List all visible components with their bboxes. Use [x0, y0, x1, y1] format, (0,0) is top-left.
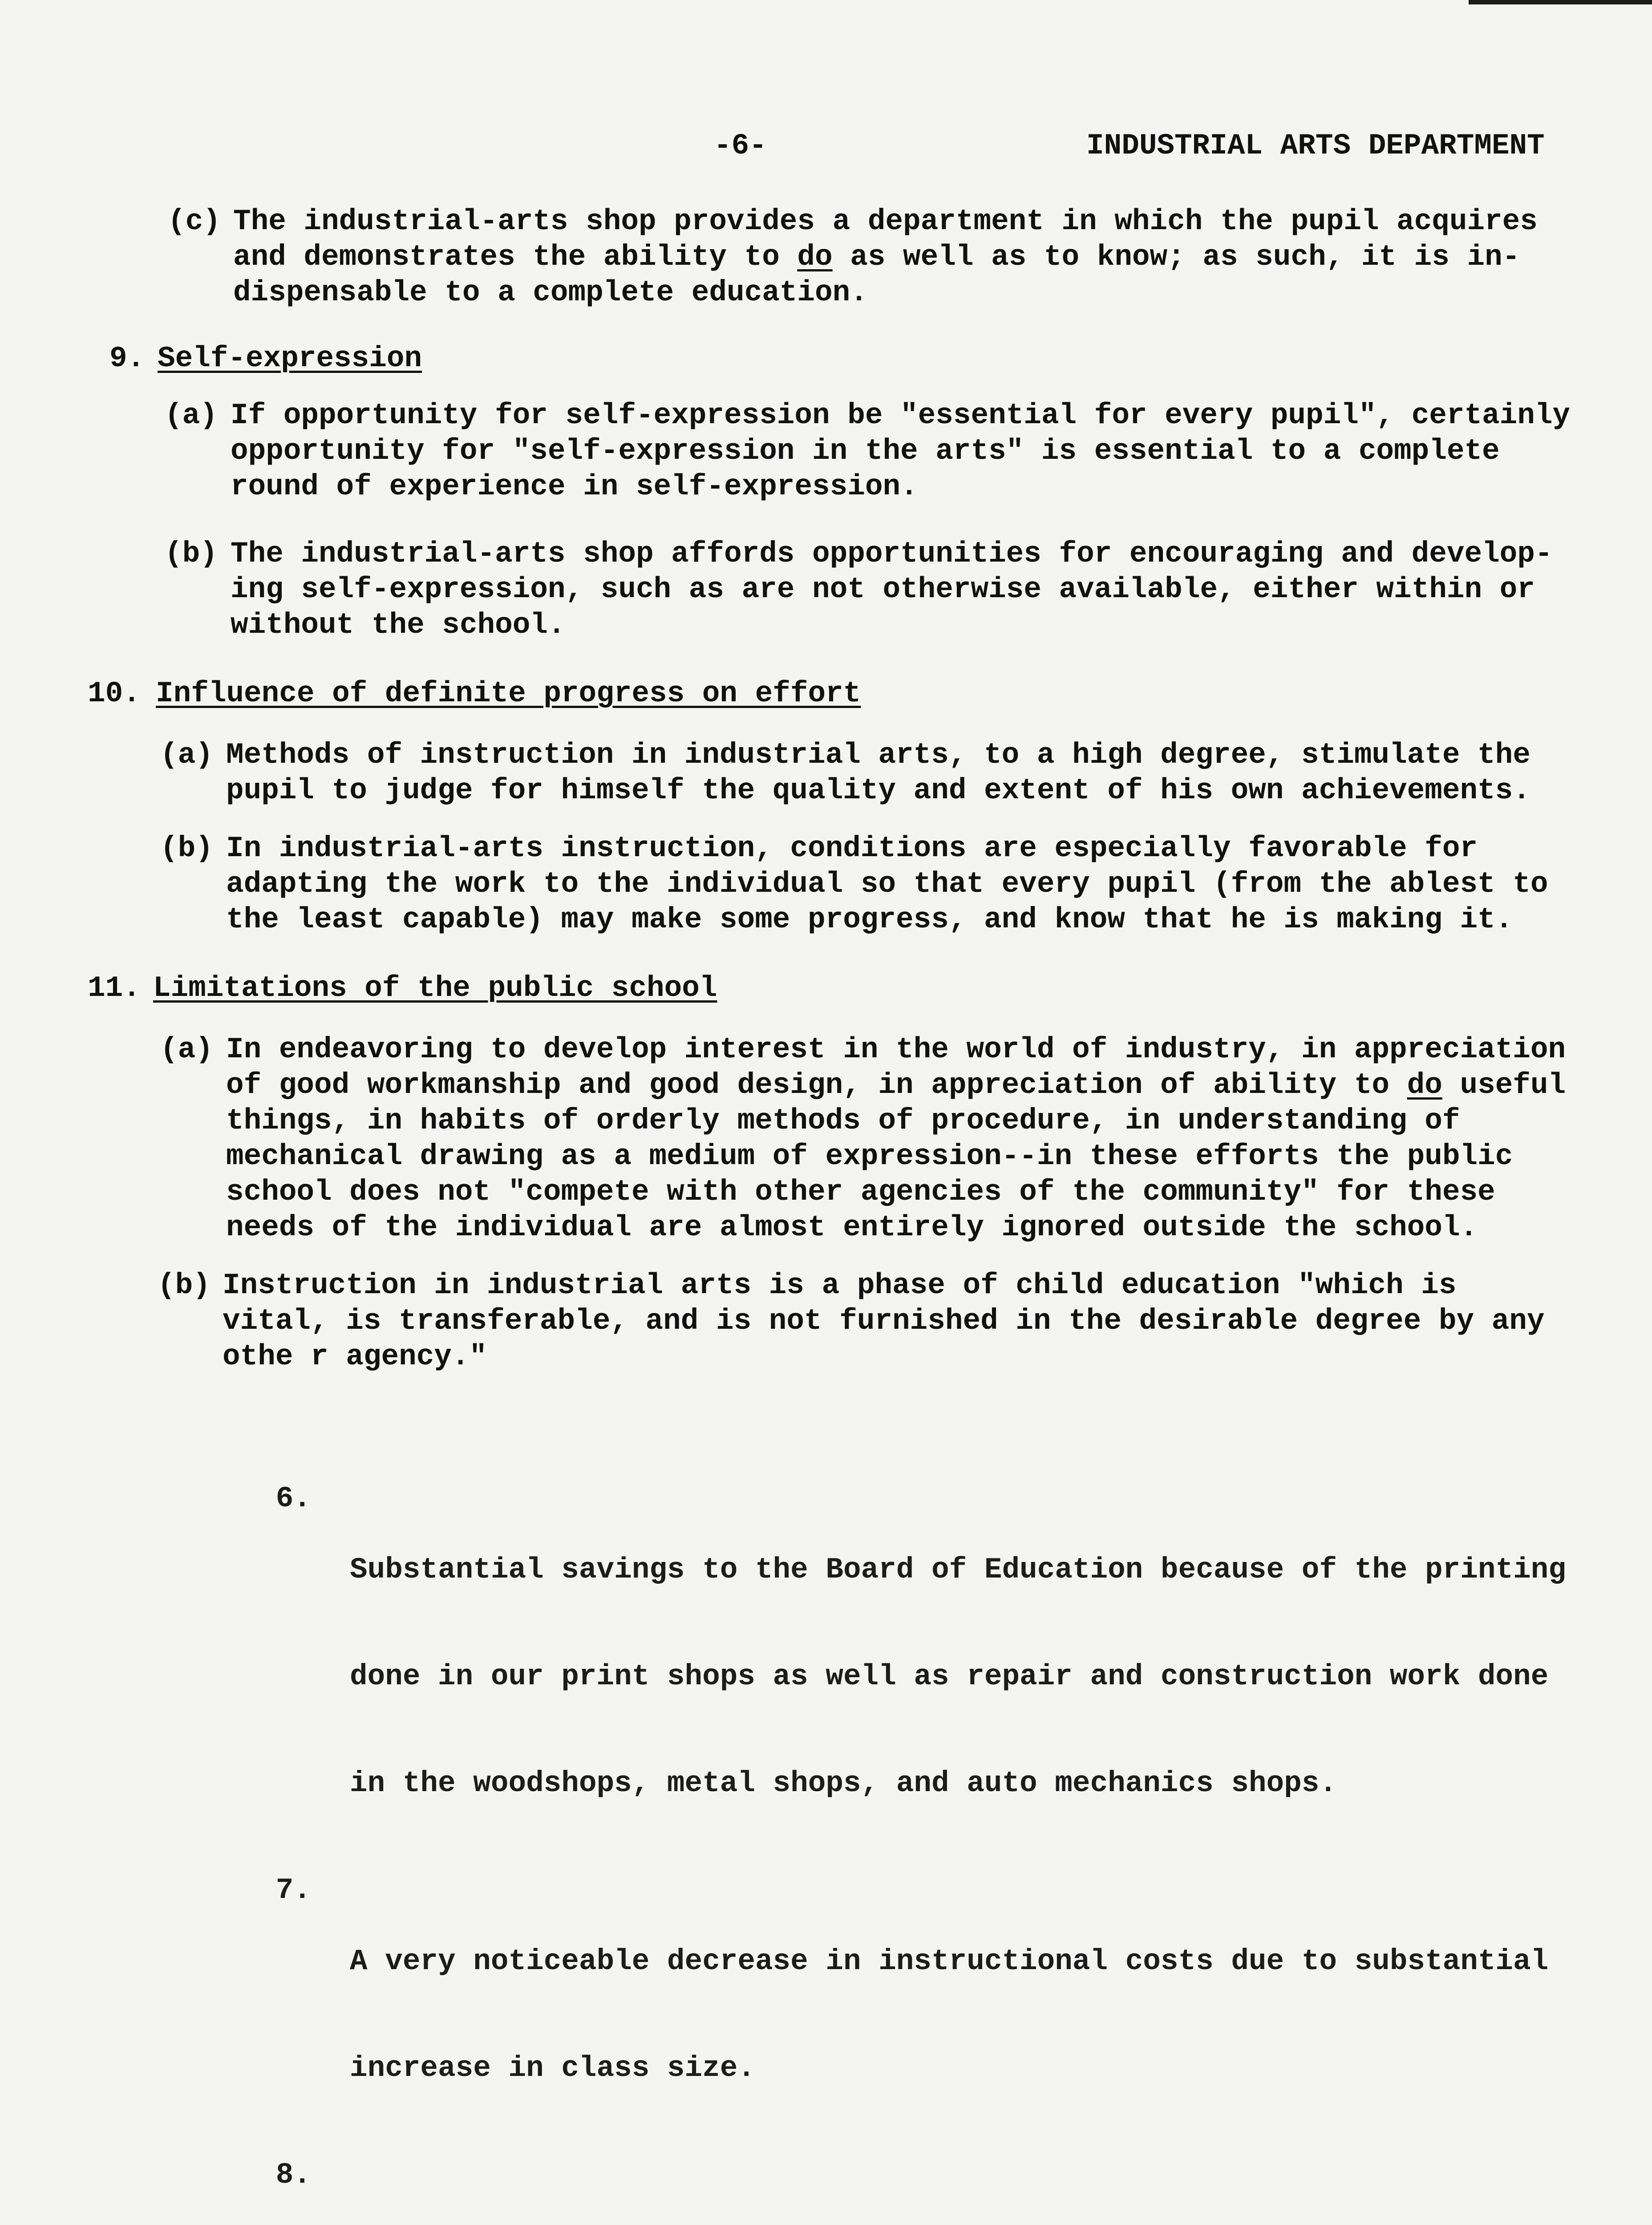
section-number: 9.	[109, 342, 145, 375]
underlined-word: do	[1407, 1068, 1442, 1102]
section-number: 10.	[88, 677, 141, 710]
text-line: In endeavoring to develop interest in the world of industry, in appreciation	[226, 1033, 1566, 1066]
subitem-text	[226, 831, 1548, 938]
text-line	[233, 239, 1538, 275]
text-line: things, in habits of orderly methods of procedure, in understanding of	[226, 1104, 1460, 1137]
subitem-text	[226, 1032, 1566, 1246]
section-heading: Self-expression	[158, 342, 422, 375]
section-number: 11.	[88, 971, 141, 1005]
text-line: If opportunity for self-expression be "essential for every pupil", certainly	[231, 399, 1571, 432]
scan-edge-mark	[1469, 0, 1652, 4]
list-number: 6.	[275, 1482, 311, 1515]
subitem-label: (a)	[160, 738, 213, 772]
list-item	[258, 1481, 1566, 1873]
subitem-text	[231, 398, 1570, 505]
text-segment: and demonstrates the ability to	[233, 240, 798, 274]
subitem-text	[233, 204, 1538, 311]
text-line: without the school.	[231, 608, 566, 642]
list-number: 8.	[275, 2158, 311, 2192]
text-line: Substantial savings to the Board of Education because of the printing	[350, 1553, 1566, 1586]
text-line: The industrial-arts shop affords opportunities for encouraging and develop-	[231, 537, 1553, 570]
text-line: mechanical drawing as a medium of expression--in these efforts the public	[226, 1140, 1513, 1173]
list-item-text	[350, 2157, 1355, 2225]
text-line: school does not "compete with other agencies of the community" for these	[226, 1175, 1495, 1209]
subitem-text	[231, 536, 1552, 643]
list-item-text	[350, 1873, 1548, 2157]
subitem-label: (b)	[165, 537, 218, 570]
text-line: vital, is transferable, and is not furnished in the desirable degree by any	[223, 1304, 1545, 1338]
list-item-text	[350, 1481, 1566, 1873]
subitem-label: (a)	[160, 1033, 213, 1066]
text-line: ing self-expression, such as are not otherwise available, either within or	[231, 573, 1535, 606]
text-line: Instruction in industrial arts is a phase of child education "which is	[223, 1269, 1457, 1302]
text-segment: as well as to know; as such, it is in-	[832, 240, 1520, 274]
text-line	[226, 1068, 1566, 1103]
department-heading: INDUSTRIAL ARTS DEPARTMENT	[1086, 129, 1545, 162]
text-line: Methods of instruction in industrial arts, to a high degree, stimulate the	[226, 738, 1531, 772]
subitem-label: (b)	[160, 832, 213, 865]
subitem-label: (c)	[168, 205, 221, 238]
numbered-list	[258, 1481, 1566, 2225]
text-line: In industrial-arts instruction, conditions are especially favorable for	[226, 832, 1478, 865]
text-line: othe r agency."	[223, 1340, 487, 1373]
text-line: The industrial-arts shop provides a department in which the pupil acquires	[233, 205, 1538, 238]
text-line: dispensable to a complete education.	[233, 276, 868, 309]
text-line: adapting the work to the individual so that every pupil (from the ablest to	[226, 867, 1548, 901]
text-line: the least capable) may make some progress, and know that he is making it.	[226, 903, 1513, 936]
text-segment: of good workmanship and good design, in appreciation of ability to	[226, 1068, 1407, 1102]
subitem-label: (b)	[158, 1269, 211, 1302]
underlined-word: do	[797, 240, 833, 274]
text-line: in the woodshops, metal shops, and auto mechanics shops.	[350, 1767, 1337, 1800]
subitem-label: (a)	[165, 399, 218, 432]
text-line: pupil to judge for himself the quality and extent of his own achievements.	[226, 774, 1531, 807]
text-line: opportunity for "self-expression in the arts" is essential to a complete	[231, 434, 1500, 468]
list-item	[258, 1873, 1566, 2157]
text-line: increase in class size.	[350, 2051, 755, 2085]
section-heading: Limitations of the public school	[153, 971, 717, 1005]
section-heading: Influence of definite progress on effort	[156, 677, 861, 710]
page-number: -6-	[714, 129, 767, 162]
subitem-text	[223, 1268, 1544, 1375]
text-line: done in our print shops as well as repair and construction work done	[350, 1660, 1549, 1693]
text-segment: useful	[1442, 1068, 1566, 1102]
text-line: needs of the individual are almost entirely ignored outside the school.	[226, 1211, 1478, 1244]
list-number: 7.	[275, 1873, 311, 1907]
list-item	[258, 2157, 1566, 2225]
text-line: A very noticeable decrease in instructional costs due to substantial	[350, 1945, 1549, 1978]
text-line: round of experience in self-expression.	[231, 470, 918, 503]
subitem-text	[226, 737, 1531, 809]
